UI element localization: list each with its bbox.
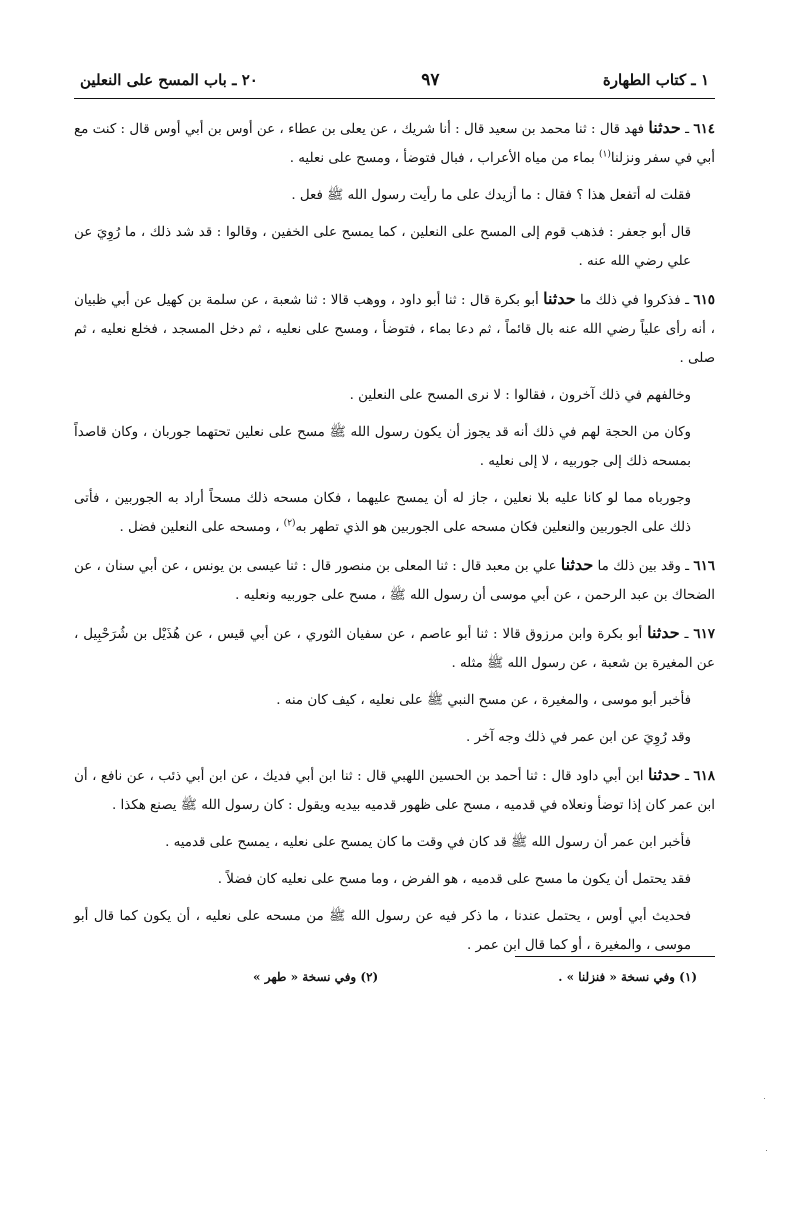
text-run: ـ bbox=[680, 122, 694, 137]
paragraph-p615d bbox=[74, 484, 715, 542]
header-book-title: ١ ـ كتاب الطهارة bbox=[602, 71, 709, 89]
text-run: فهد قال : ثنا محمد بن سعيد قال : أنا شريك ، عن يعلى بن عطاء ، عن أوس بن أبي أوس قال : كنت مع أبي في سفر ونزلنا bbox=[74, 122, 715, 166]
text-run: ـ وقد بين ذلك ما bbox=[593, 559, 694, 574]
paragraph-p618b bbox=[74, 828, 715, 857]
main-text bbox=[74, 113, 715, 960]
footnote-separator bbox=[515, 956, 715, 957]
paragraph-p615 bbox=[74, 284, 715, 373]
paragraph-p618 bbox=[74, 760, 715, 820]
paragraph-p617c bbox=[74, 723, 715, 752]
text-run: ـ bbox=[680, 769, 694, 784]
hadith-number: ٦١٨ bbox=[693, 768, 715, 784]
paragraph-p617b bbox=[74, 686, 715, 715]
text-run: ـ فذكروا في ذلك ما bbox=[575, 293, 694, 308]
haddathana-word: حدثنا bbox=[648, 765, 681, 784]
text-run: وجورباه مما لو كانا عليه بلا نعلين ، جاز له أن يمسح عليهما ، فكان مسحه ذلك مسحاً أراد به الجوربين ، فأتى ذلك على الجوربين والنعلين فكان مسحه على الجوربين هو الذي تطهر به bbox=[74, 491, 691, 535]
text-run: فأخبر ابن عمر أن رسول الله ﷺ قد كان في وقت ما كان يمسح على نعليه ، يمسح على قدميه . bbox=[165, 835, 691, 850]
hadith-number: ٦١٦ bbox=[693, 558, 715, 574]
text-run: وكان من الحجة لهم في ذلك أنه قد يجوز أن يكون رسول الله ﷺ مسح على نعلين تحتهما جوربان ، وكان قاصداً بمسحه ذلك إلى جوربيه ، لا إلى نعليه . bbox=[74, 425, 691, 469]
text-run: ، ومسحه على النعلين فضل . bbox=[119, 520, 284, 535]
haddathana-word: حدثنا bbox=[648, 118, 681, 137]
footnotes bbox=[74, 970, 697, 984]
hadith-number: ٦١٧ bbox=[693, 626, 715, 642]
paragraph-p616 bbox=[74, 550, 715, 610]
paragraph-p614b bbox=[74, 181, 715, 210]
text-run: أبو بكرة وابن مرزوق قالا : ثنا أبو عاصم ، عن سفيان الثوري ، عن أبي قيس ، عن هُذَيْل بن شُرَحْبِيل ، عن المغيرة بن شعبة ، عن رسول الله ﷺ مثله . bbox=[74, 627, 715, 671]
paragraph-p618c bbox=[74, 865, 715, 894]
text-run: وخالفهم في ذلك آخرون ، فقالوا : لا نرى المسح على النعلين . bbox=[349, 388, 691, 403]
text-run: وقد رُوِيَ عن ابن عمر في ذلك وجه آخر . bbox=[465, 730, 691, 745]
footnote-1-text: وفي نسخة « فنزلنا » . bbox=[558, 970, 675, 984]
paragraph-p617 bbox=[74, 618, 715, 678]
paragraph-p614 bbox=[74, 113, 715, 173]
scan-speck bbox=[764, 1098, 765, 1099]
haddathana-word: حدثنا bbox=[543, 289, 576, 308]
paragraph-p614c bbox=[74, 218, 715, 276]
page-header bbox=[74, 70, 715, 96]
footnote-2-number: (٢) bbox=[360, 970, 379, 984]
paragraph-p615c bbox=[74, 418, 715, 476]
text-run: فقد يحتمل أن يكون ما مسح على قدميه ، هو الفرض ، وما مسح على نعليه كان فضلاً . bbox=[217, 872, 691, 887]
haddathana-word: حدثنا bbox=[560, 555, 594, 574]
paragraph-p615b bbox=[74, 381, 715, 410]
text-run: بماء من مياه الأعراب ، فبال فتوضأ ، ومسح على نعليه . bbox=[289, 151, 600, 166]
footnote-1 bbox=[558, 970, 697, 984]
text-run: فحديث أبي أوس ، يحتمل عندنا ، ما ذكر فيه عن رسول الله ﷺ من مسحه على نعليه ، أن يكون كما قال أبو موسى ، والمغيرة ، أو كما قال ابن عمر . bbox=[74, 909, 691, 953]
footnote-marker: (١) bbox=[599, 149, 611, 160]
text-run: فأخبر أبو موسى ، والمغيرة ، عن مسح النبي ﷺ على نعليه ، كيف كان منه . bbox=[276, 693, 691, 708]
footnote-1-number: (١) bbox=[679, 970, 697, 984]
header-chapter-title: ٢٠ ـ باب المسح على النعلين bbox=[80, 71, 258, 89]
hadith-number: ٦١٥ bbox=[693, 292, 715, 308]
page-number: ٩٧ bbox=[421, 70, 440, 90]
scan-speck bbox=[766, 1150, 767, 1151]
footnote-2 bbox=[253, 970, 378, 984]
text-run: فقلت له أتفعل هذا ؟ فقال : ما أزيدك على ما رأيت رسول الله ﷺ فعل . bbox=[291, 188, 691, 203]
text-run: علي بن معبد قال : ثنا المعلى بن منصور قال : ثنا عيسى بن يونس ، عن أبي سنان ، عن الضحاك بن عبد الرحمن ، عن أبي موسى أن رسول الله ﷺ ، مسح على جوربيه ونعليه . bbox=[74, 559, 715, 603]
footnote-2-text: وفي نسخة « طهر » bbox=[253, 970, 357, 984]
text-run: قال أبو جعفر : فذهب قوم إلى المسح على النعلين ، كما يمسح على الخفين ، وقالوا : قد شد ذلك ، ما رُوِيَ عن علي رضي الله عنه . bbox=[74, 225, 691, 269]
haddathana-word: حدثنا bbox=[647, 623, 680, 642]
hadith-number: ٦١٤ bbox=[693, 121, 715, 137]
text-run: ابن أبي داود قال : ثنا أحمد بن الحسين اللهبي قال : ثنا ابن أبي فديك ، عن ابن أبي ذئب ، عن نافع ، أن ابن عمر كان إذا توضأ ونعلاه في قدميه ، مسح على ظهور قدميه بيديه ويقول : كان رسول الله ﷺ يصنع هكذا . bbox=[74, 769, 715, 813]
text-run: أبو بكرة قال : ثنا أبو داود ، ووهب قالا : ثنا شعبة ، عن سلمة بن كهيل عن أبي ظبيان ، أنه رأى علياً رضي الله عنه بال قائماً ، ثم دعا بماء ، فتوضأ ، ومسح على نعليه ، ثم دخل المسجد ، فخلع نعليه ، ثم صلى . bbox=[74, 293, 715, 366]
paragraph-p618d bbox=[74, 902, 715, 960]
text-run: ـ bbox=[679, 627, 694, 642]
header-rule bbox=[74, 98, 715, 99]
footnote-marker: (٢) bbox=[283, 518, 296, 529]
